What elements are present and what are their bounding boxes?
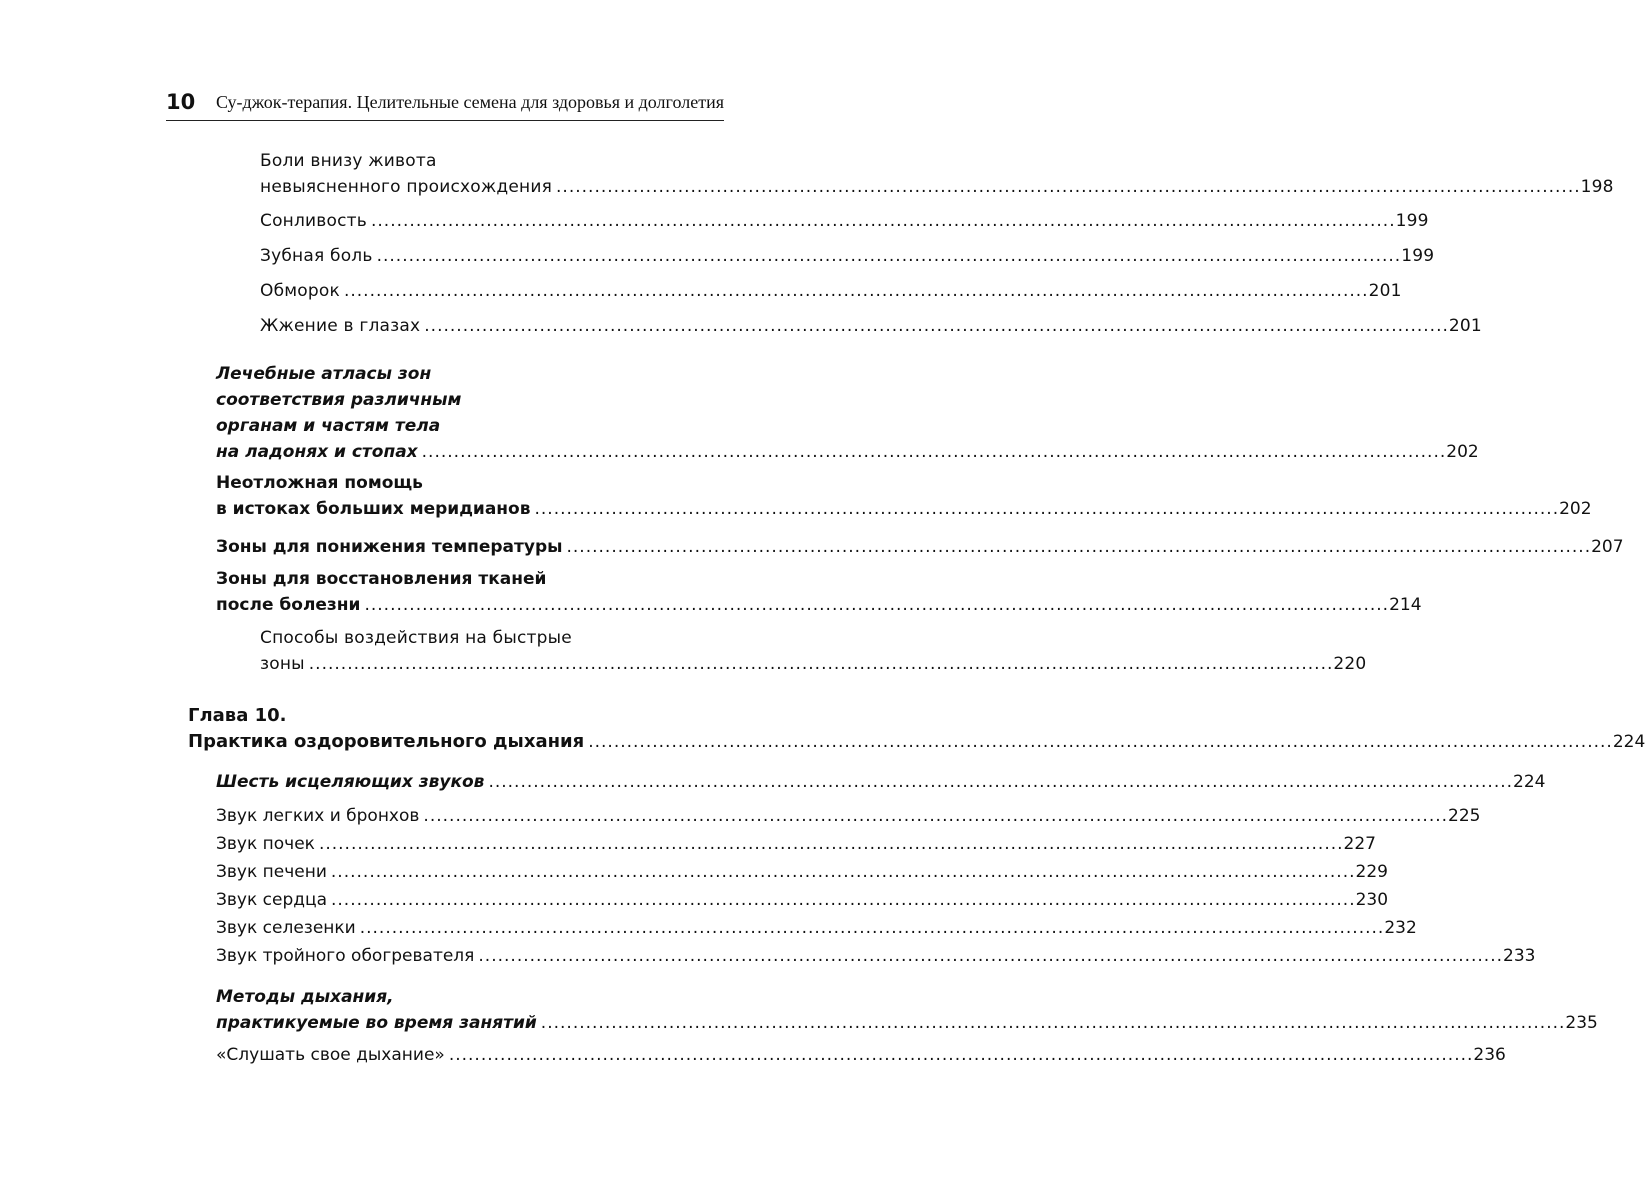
toc-entry <box>216 943 1536 969</box>
toc-entry-line: Методы дыхания, <box>216 987 394 1007</box>
leader-dots: ................................................................................................................................................................ <box>423 806 1449 826</box>
toc-page-number: 199 <box>1401 246 1435 266</box>
running-title: Су-джок-терапия. Целительные семена для здоровья и долголетия <box>216 92 724 112</box>
toc-entry-line: Боли внизу живота <box>260 151 437 171</box>
leader-dots: ................................................................................................................................................................ <box>424 316 1449 336</box>
leader-dots: ................................................................................................................................................................ <box>588 732 1613 752</box>
leader-dots: ................................................................................................................................................................ <box>331 890 1356 910</box>
leader-dots: ................................................................................................................................................................ <box>376 246 1402 266</box>
chapter-label: Глава 10. <box>188 705 287 726</box>
toc-entry-title: Звук печени <box>216 862 327 882</box>
toc-entry-title: Сонливость <box>260 211 367 231</box>
toc-entry <box>216 470 1592 522</box>
toc-page-number: 229 <box>1355 862 1388 882</box>
toc-entry <box>216 361 1479 465</box>
toc-entry-title: Звук легких и бронхов <box>216 806 420 826</box>
toc-entry <box>216 831 1376 857</box>
toc-entry-title: в истоках больших меридианов <box>216 499 531 519</box>
toc-entry <box>260 148 1614 200</box>
toc-entry <box>216 915 1417 941</box>
toc-page-number: 214 <box>1389 595 1422 615</box>
toc-page-number: 202 <box>1446 442 1479 462</box>
toc-page-number: 201 <box>1448 316 1482 336</box>
leader-dots: ................................................................................................................................................................ <box>566 537 1592 557</box>
leader-dots: ................................................................................................................................................................ <box>343 281 1369 301</box>
toc-page-number: 230 <box>1355 890 1389 910</box>
toc-entry <box>216 534 1624 560</box>
toc-entry-title: невыясненного происхождения <box>260 177 553 197</box>
leader-dots: ................................................................................................................................................................ <box>330 862 1356 882</box>
toc-page-number: 207 <box>1591 537 1624 557</box>
chapter-title: Практика оздоровительного дыхания <box>188 731 585 752</box>
toc-entry-title: Звук тройного обогревателя <box>216 946 475 966</box>
leader-dots: ................................................................................................................................................................ <box>448 1045 1474 1065</box>
page-number: 10 <box>166 90 196 114</box>
toc-entry-title: Жжение в глазах <box>260 316 421 336</box>
leader-dots: ................................................................................................................................................................ <box>371 211 1396 231</box>
chapter-entry <box>188 703 1645 755</box>
toc-entry <box>216 887 1389 913</box>
toc-entry <box>260 313 1482 339</box>
toc-entry <box>260 625 1367 677</box>
toc-entry <box>216 769 1546 795</box>
toc-page-number: 220 <box>1333 654 1367 674</box>
leader-dots: ................................................................................................................................................................ <box>359 918 1385 938</box>
toc-page-number: 233 <box>1503 946 1536 966</box>
leader-dots: ................................................................................................................................................................ <box>534 499 1560 519</box>
toc-page-number: 235 <box>1565 1013 1598 1033</box>
toc-entry-title: Звук селезенки <box>216 918 356 938</box>
toc-entry-title: Зоны для понижения температуры <box>216 537 563 557</box>
toc-page-number: 227 <box>1343 834 1376 854</box>
toc-entry-title: Звук почек <box>216 834 315 854</box>
toc-page-number: 201 <box>1368 281 1402 301</box>
leader-dots: ................................................................................................................................................................ <box>318 834 1344 854</box>
toc-page-number: 199 <box>1395 211 1429 231</box>
running-header <box>166 88 724 121</box>
toc-page-number: 224 <box>1612 732 1645 752</box>
toc-entry <box>216 803 1481 829</box>
toc-entry-title: Зубная боль <box>260 246 373 266</box>
toc-page-number: 198 <box>1580 177 1614 197</box>
toc-entry <box>260 243 1435 269</box>
toc-page-number: 236 <box>1473 1045 1506 1065</box>
toc-entry <box>216 859 1388 885</box>
toc-entry-line: соответствия различным <box>216 390 462 410</box>
toc-entry-title: зоны <box>260 654 305 674</box>
leader-dots: ................................................................................................................................................................ <box>364 595 1390 615</box>
toc-entry-title: на ладонях и стопах <box>216 442 418 462</box>
toc-entry <box>260 278 1402 304</box>
toc-page-number: 224 <box>1513 772 1546 792</box>
toc-page-number: 232 <box>1384 918 1417 938</box>
toc-page-number: 225 <box>1448 806 1481 826</box>
toc-entry <box>216 566 1422 618</box>
leader-dots: ................................................................................................................................................................ <box>421 442 1447 462</box>
toc-entry-line: Способы воздействия на быстрые <box>260 628 572 648</box>
toc-entry-title: после болезни <box>216 595 361 615</box>
toc-entry-line: Лечебные атласы зон <box>216 364 432 384</box>
leader-dots: ................................................................................................................................................................ <box>478 946 1504 966</box>
toc-entry <box>260 208 1429 234</box>
toc-entry <box>216 984 1598 1036</box>
toc-entry-title: «Слушать свое дыхание» <box>216 1045 445 1065</box>
toc-entry-line: органам и частям тела <box>216 416 441 436</box>
toc-entry-title: практикуемые во время занятий <box>216 1013 537 1033</box>
leader-dots: ................................................................................................................................................................ <box>308 654 1334 674</box>
toc-entry-line: Зоны для восстановления тканей <box>216 569 547 589</box>
leader-dots: ................................................................................................................................................................ <box>540 1013 1566 1033</box>
toc-entry-line: Неотложная помощь <box>216 473 423 493</box>
toc-entry-title: Обморок <box>260 281 340 301</box>
toc-entry-title: Шесть исцеляющих звуков <box>216 772 485 792</box>
leader-dots: ................................................................................................................................................................ <box>556 177 1581 197</box>
leader-dots: ................................................................................................................................................................ <box>488 772 1514 792</box>
toc-entry <box>216 1042 1506 1068</box>
toc-entry-title: Звук сердца <box>216 890 327 910</box>
toc-page-number: 202 <box>1559 499 1592 519</box>
